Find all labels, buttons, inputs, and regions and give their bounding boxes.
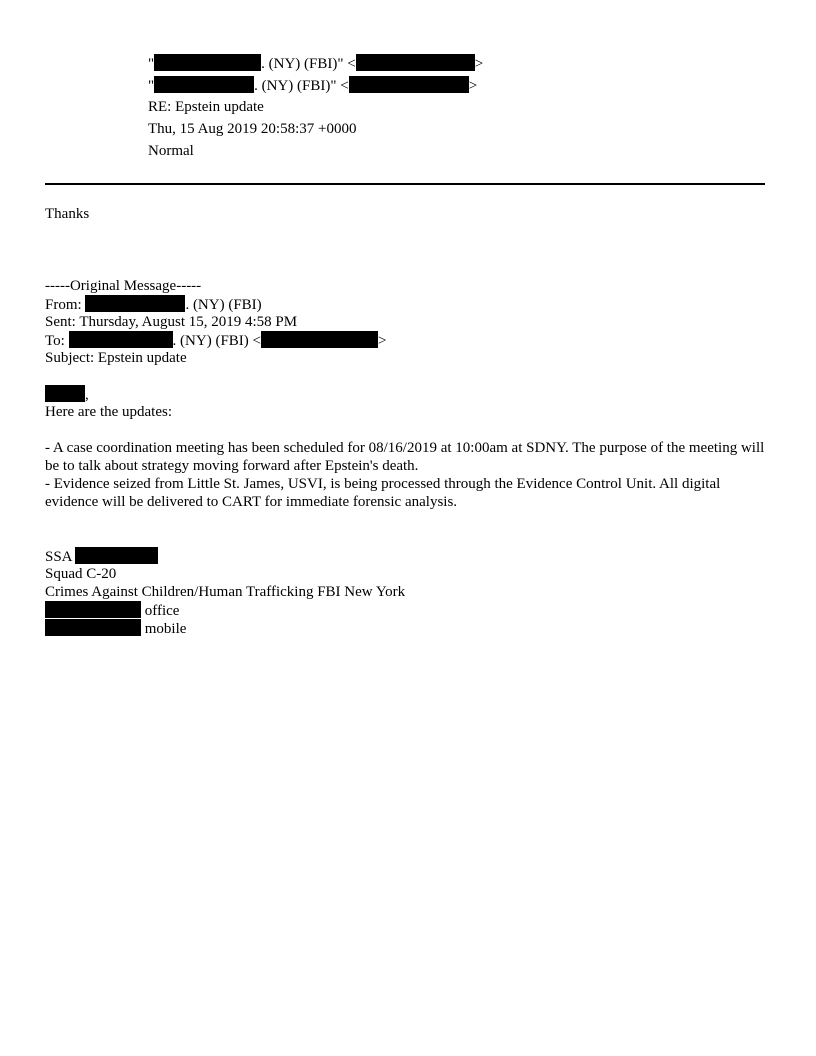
to-org: . (NY) (FBI)" < (254, 78, 349, 94)
original-from-prefix: From: (45, 297, 86, 313)
original-to-mid: . (NY) (FBI) < (172, 333, 261, 349)
original-to-line (45, 331, 386, 350)
greeting-comma: , (85, 387, 89, 403)
update-item-meeting: - A case coordination meeting has been scheduled for 08/16/2019 at 10:00am at SDNY. The purpose of the meeting will be to talk about strategy moving forward after Epstein's death. (45, 440, 765, 474)
signature-unit: Crimes Against Children/Human Trafficking FBI New York (45, 584, 406, 600)
signature-title-prefix: SSA (45, 549, 76, 565)
redaction-box (85, 295, 185, 312)
redaction-box (75, 547, 158, 564)
date-value: Thu, 15 Aug 2019 20:58:37 +0000 (148, 121, 357, 137)
original-from-suffix: . (NY) (FBI) (185, 297, 262, 313)
header-divider (45, 183, 765, 185)
redaction-box (356, 54, 475, 71)
redaction-box (154, 76, 254, 93)
to-value (148, 76, 477, 95)
redaction-box (45, 619, 141, 636)
updates-intro: Here are the updates: (45, 404, 173, 420)
update-item-evidence: - Evidence seized from Little St. James, USVI, is being processed through the Evidence Control Unit. All digital evidence will be delivered to CART for immediate forensic analysis. (45, 476, 721, 510)
signature-office-line (45, 601, 179, 620)
from-value (148, 54, 483, 73)
redaction-box (45, 601, 141, 618)
importance-value: Normal (148, 143, 194, 159)
original-to-close: > (378, 333, 387, 349)
greeting-line (45, 385, 89, 404)
original-message-separator: -----Original Message----- (45, 278, 202, 294)
original-sent-line: Sent: Thursday, August 15, 2019 4:58 PM (45, 314, 298, 330)
subject-value: RE: Epstein update (148, 99, 264, 115)
original-from-line (45, 295, 262, 314)
signature-mobile-label: mobile (141, 621, 187, 637)
redaction-box (349, 76, 469, 93)
original-subject-line: Subject: Epstein update (45, 350, 187, 366)
redaction-box (45, 385, 85, 402)
redaction-box (69, 331, 173, 348)
signature-squad: Squad C-20 (45, 566, 117, 582)
signature-mobile-line (45, 619, 186, 638)
from-close: > (474, 56, 484, 72)
signature-office-label: office (141, 603, 180, 619)
redaction-box (154, 54, 261, 71)
from-quote: " (148, 56, 155, 72)
reply-text: Thanks (45, 206, 90, 222)
original-to-prefix: To: (45, 333, 69, 349)
to-close: > (468, 78, 478, 94)
from-org: . (NY) (FBI)" < (261, 56, 356, 72)
redaction-box (261, 331, 378, 348)
to-quote: " (148, 78, 155, 94)
signature-title-line (45, 547, 158, 566)
